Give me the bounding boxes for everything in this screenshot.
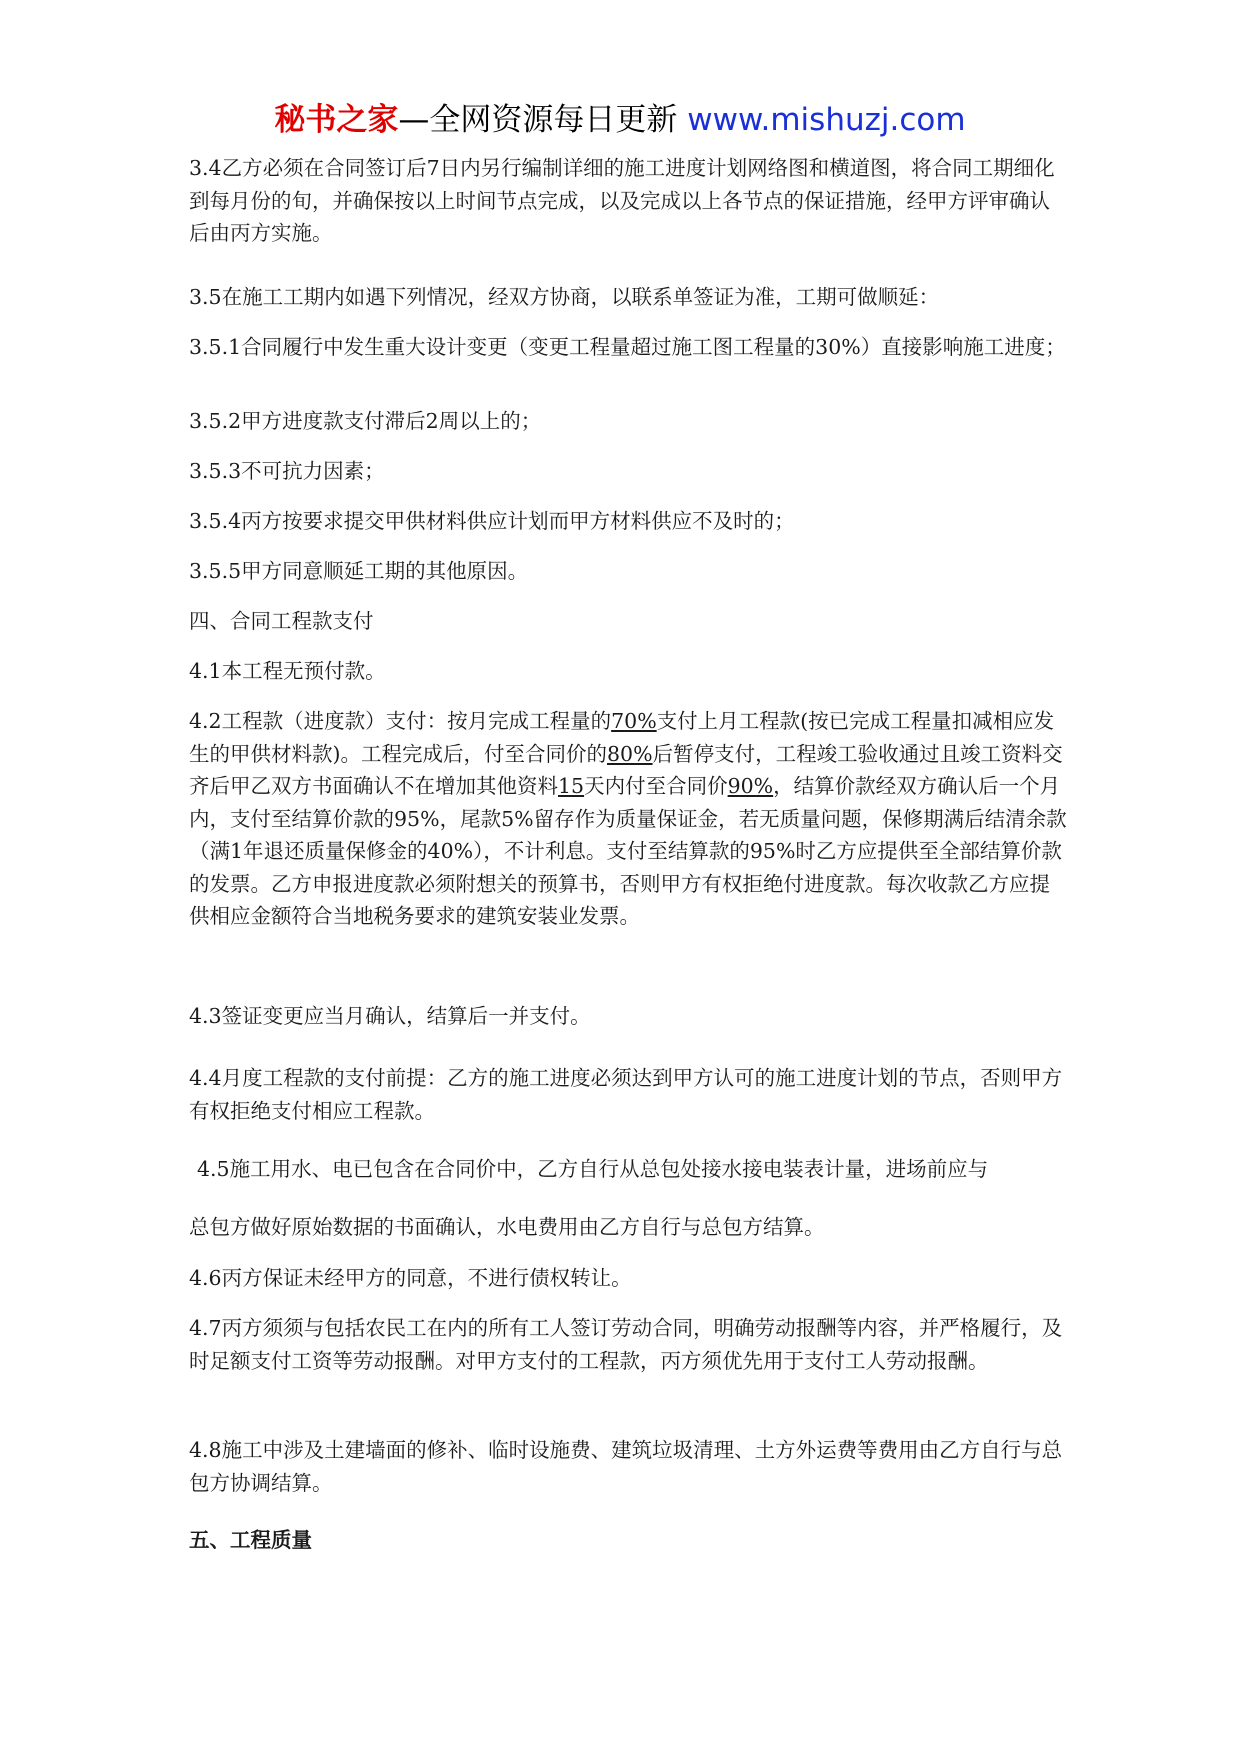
clause-4-6: 4.6丙方保证未经甲方的同意，不进行债权转让。 (189, 1266, 632, 1290)
underlined-percent-70: 70% (611, 709, 657, 733)
clause-3-5-1: 3.5.1合同履行中发生重大设计变更（变更工程量超过施工图工程量的30%）直接影响施工进度； (189, 335, 1066, 359)
clause-4-2: 4.2工程款（进度款）支付：按月完成工程量的70%支付上月工程款(按已完成工程量扣减相应发生的甲供材料款)。工程完成后，付至合同价的80%后暂停支付，工程竣工验收通过且竣工资料交齐后甲乙双方书面确认不在增加其他资料15天内付至合同价90%，结算价款经双方确认后一个月内，支付至结算价款的95%，尾款5%留存作为质量保证金，若无质量问题，保修期满后结清余款（满1年退还质量保修金的40%），不计利息。支付至结算款的95%时乙方应提供至全部结算价款的发票。乙方申报进度款必须附想关的预算书，否则甲方有权拒绝付进度款。每次收款乙方应提供相应金额符合当地税务要求的建筑安装业发票。 (189, 709, 1067, 928)
clause-4-3: 4.3签证变更应当月确认，结算后一并支付。 (189, 1004, 591, 1028)
underlined-percent-80: 80% (607, 741, 653, 766)
header-brand: 秘书之家 (274, 102, 399, 138)
clause-4-7: 4.7丙方须须与包括农民工在内的所有工人签订劳动合同，明确劳动报酬等内容，并严格履行，及时足额支付工资等劳动报酬。对甲方支付的工程款，丙方须优先用于支付工人劳动报酬。 (189, 1316, 1063, 1373)
clause-3-5-5: 3.5.5甲方同意顺延工期的其他原因。 (189, 559, 529, 583)
clause-4-8: 4.8施工中涉及土建墙面的修补、临时设施费、建筑垃圾清理、土方外运费等费用由乙方自行与总包方协调结算。 (189, 1438, 1063, 1495)
section-5-heading: 五、工程质量 (189, 1528, 312, 1552)
header-slogan: —全网资源每日更新 (398, 102, 678, 138)
clause-3-5-4: 3.5.4丙方按要求提交甲供材料供应计划而甲方材料供应不及时的； (189, 509, 795, 533)
clause-3-5: 3.5在施工工期内如遇下列情况，经双方协商，以联系单签证为准，工期可做顺延： (189, 285, 940, 309)
section-4-heading: 四、合同工程款支付 (189, 609, 374, 633)
clause-3-5-2: 3.5.2甲方进度款支付滞后2周以上的； (189, 409, 542, 433)
clause-4-4: 4.4月度工程款的支付前提：乙方的施工进度必须达到甲方认可的施工进度计划的节点，否则甲方有权拒绝支付相应工程款。 (189, 1066, 1063, 1123)
header-url[interactable]: www.mishuzj.com (687, 102, 966, 138)
underlined-days-15: 15 (558, 774, 585, 798)
clause-4-5-line-2: 总包方做好原始数据的书面确认，水电费用由乙方自行与总包方结算。 (189, 1215, 825, 1239)
clause-4-5-line-1: 4.5施工用水、电已包含在合同价中，乙方自行从总包处接水接电装表计量，进场前应与 (197, 1157, 989, 1181)
underlined-percent-90: 90% (727, 774, 774, 798)
clause-3-5-3: 3.5.3不可抗力因素； (189, 459, 385, 483)
clause-4-1: 4.1本工程无预付款。 (189, 659, 386, 683)
clause-3-4: 3.4乙方必须在合同签订后7日内另行编制详细的施工进度计划网络图和横道图，将合同工期细化到每月份的旬，并确保按以上时间节点完成，以及完成以上各节点的保证措施，经甲方评审确认后由丙方实施。 (189, 156, 1055, 245)
site-header (0, 100, 1240, 140)
